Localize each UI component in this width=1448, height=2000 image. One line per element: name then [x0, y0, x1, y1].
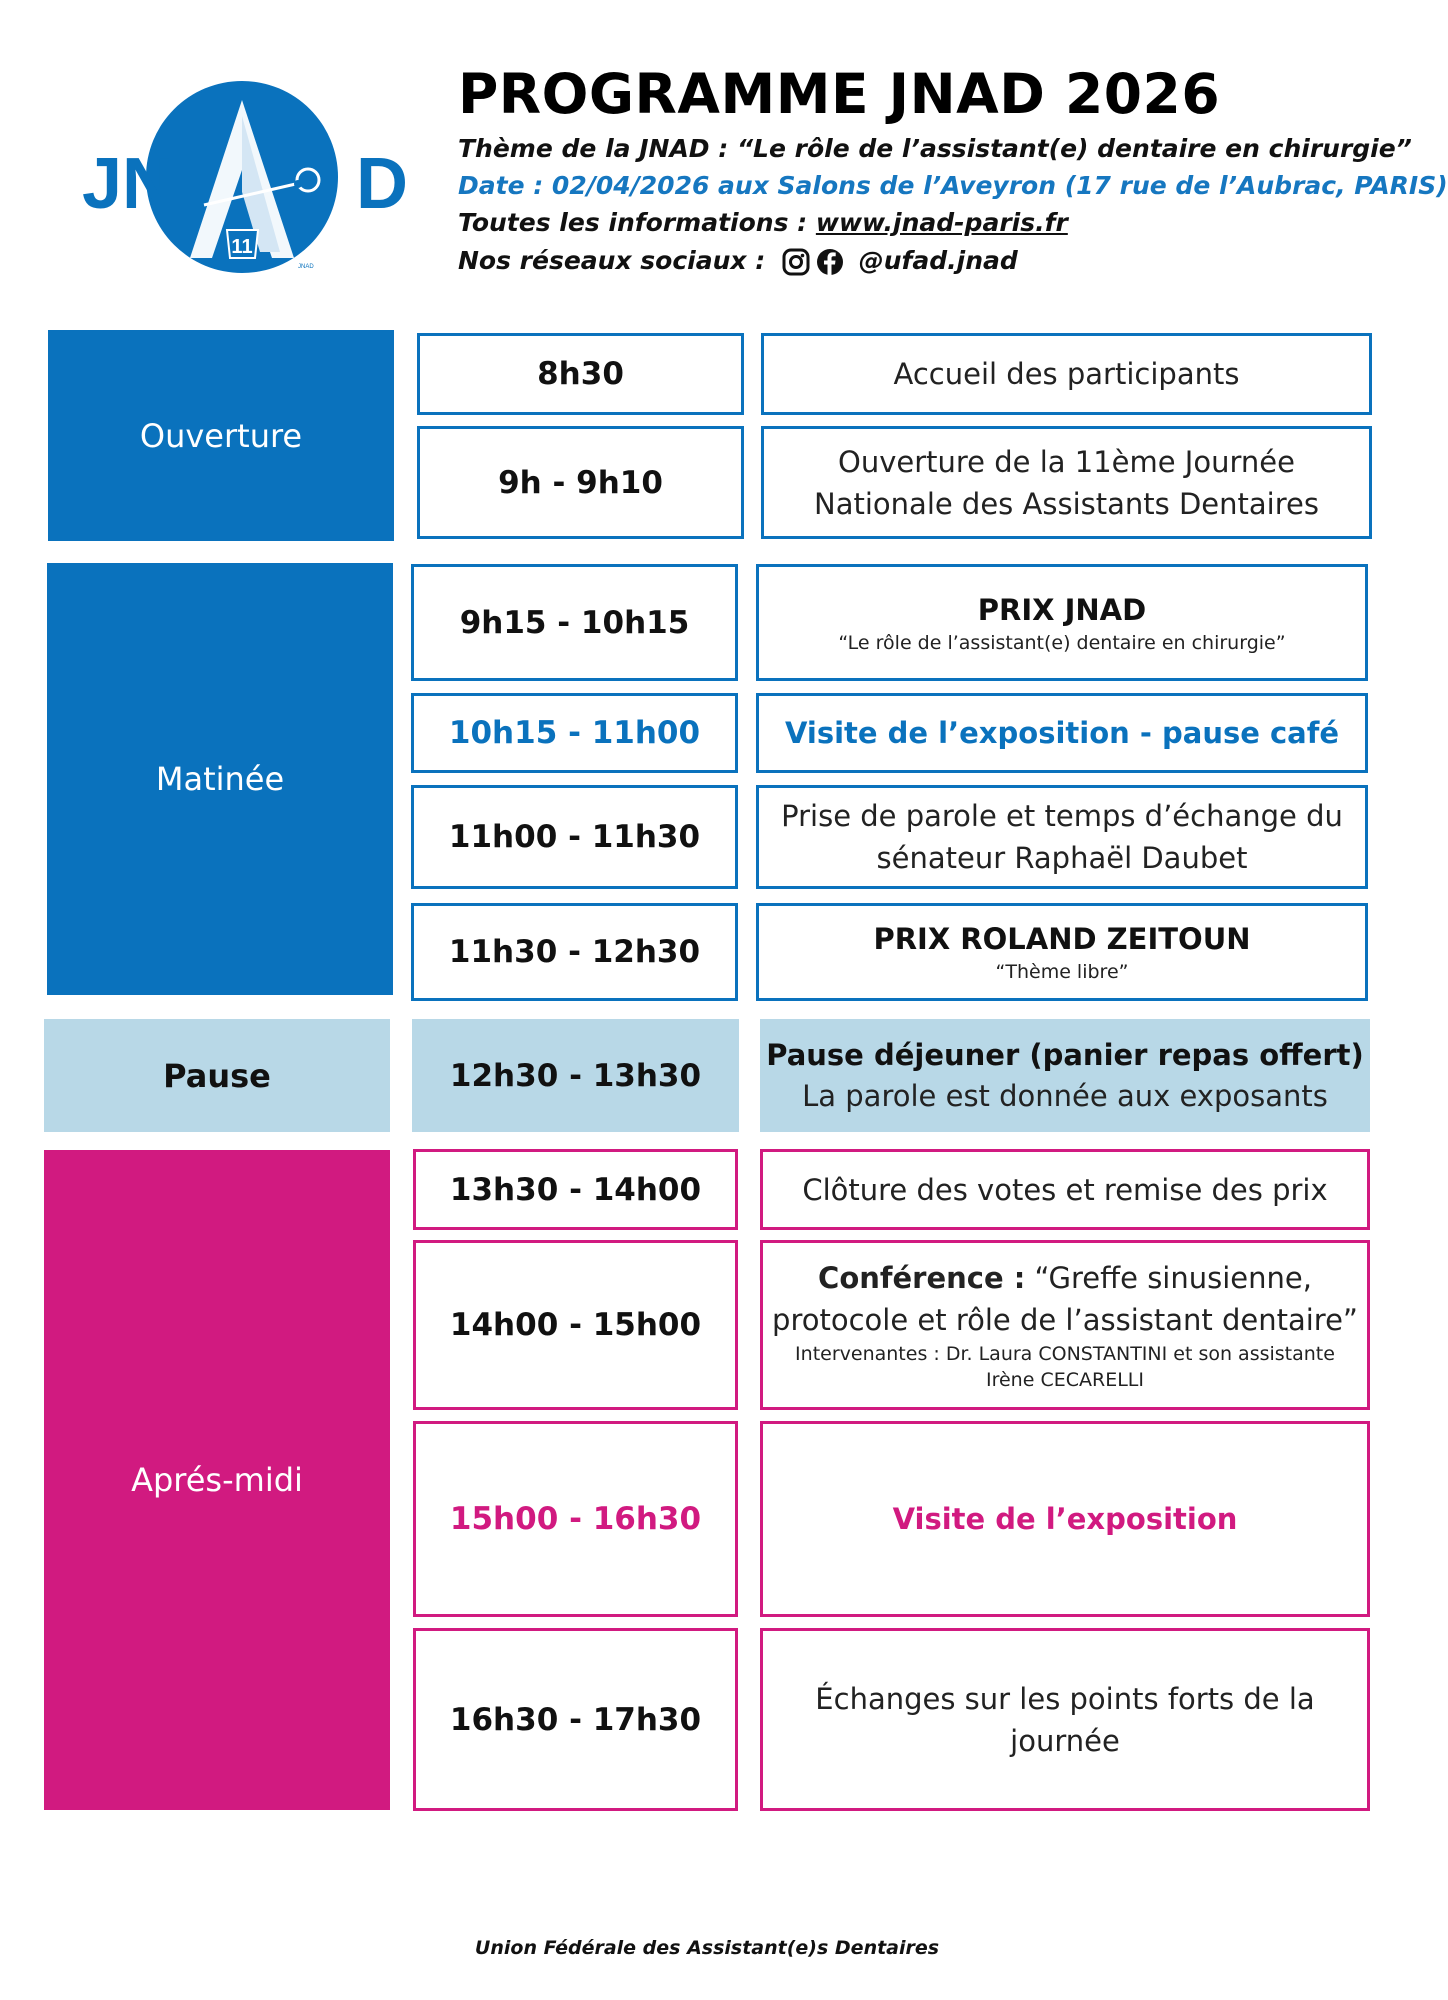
section-label: Aprés-midi	[131, 1461, 303, 1499]
activity-box-4	[756, 693, 1368, 773]
prize-title: PRIX JNAD	[977, 592, 1147, 627]
time-label: 11h30 - 12h30	[448, 934, 701, 970]
time-box-8	[413, 1149, 738, 1230]
social-label: Nos réseaux sociaux :	[458, 246, 766, 275]
speakers-line1: Intervenantes : Dr. Laura CONSTANTINI et son assistante	[795, 1343, 1335, 1365]
social-handle[interactable]: @ufad.jnad	[858, 246, 1018, 275]
prize-subtitle: “Le rôle de l’assistant(e) dentaire en chirurgie”	[838, 631, 1286, 654]
activity-box-8	[760, 1149, 1370, 1230]
activity-text: Visite de l’exposition - pause café	[784, 716, 1340, 750]
logo-number: 11	[231, 236, 253, 258]
info-link[interactable]: www.jnad-paris.fr	[815, 208, 1068, 237]
conference-title-1: “Greffe sinusienne,	[1025, 1261, 1312, 1295]
time-box-9	[413, 1240, 738, 1410]
section-pause	[44, 1019, 390, 1132]
footer-org: Union Fédérale des Assistant(e)s Dentaires	[474, 1937, 940, 1959]
time-label: 15h00 - 16h30	[449, 1501, 702, 1537]
date-line: Date : 02/04/2026 aux Salons de l’Aveyron (17 rue de l’Aubrac, PARIS)	[458, 171, 1448, 200]
conference-label: Conférence :	[818, 1261, 1026, 1295]
conference-line1	[818, 1257, 1312, 1299]
time-label: 14h00 - 15h00	[449, 1307, 702, 1343]
activity-box-11	[760, 1628, 1370, 1811]
time-box-5	[411, 785, 738, 889]
time-box-7	[412, 1019, 739, 1132]
activity-text: Visite de l’exposition	[892, 1502, 1238, 1536]
activity-box-5	[756, 785, 1368, 889]
time-label: 9h15 - 10h15	[459, 604, 690, 641]
time-label: 9h - 9h10	[498, 464, 663, 501]
time-box-6	[411, 903, 738, 1001]
theme-line: Thème de la JNAD : “Le rôle de l’assistant(e) dentaire en chirurgie”	[458, 134, 1412, 163]
section-ouverture	[48, 330, 394, 541]
activity-text-line2: Nationale des Assistants Dentaires	[814, 486, 1319, 521]
time-label: 12h30 - 13h30	[449, 1057, 702, 1094]
time-label: 11h00 - 11h30	[448, 819, 701, 855]
time-box-1	[417, 333, 744, 415]
section-label: Pause	[163, 1056, 271, 1095]
time-box-11	[413, 1628, 738, 1811]
activity-text: La parole est donnée aux exposants	[802, 1078, 1328, 1113]
logo-text-d: D	[356, 144, 408, 224]
activity-box-1	[761, 333, 1372, 415]
time-box-2	[417, 426, 744, 539]
facebook-icon[interactable]	[816, 248, 844, 276]
activity-text-line2: sénateur Raphaël Daubet	[876, 841, 1248, 875]
time-box-4	[411, 693, 738, 773]
time-label: 13h30 - 14h00	[449, 1171, 702, 1208]
speakers-line2: Irène CECARELLI	[986, 1369, 1144, 1391]
activity-box-6	[756, 903, 1368, 1001]
activity-box-9	[760, 1240, 1370, 1410]
activity-box-2	[761, 426, 1372, 539]
activity-box-3	[756, 564, 1368, 681]
social-line	[458, 246, 1018, 276]
activity-text-line1: Ouverture de la 11ème Journée	[838, 444, 1295, 479]
page-title: PROGRAMME JNAD 2026	[458, 62, 1221, 126]
activity-box-7	[760, 1019, 1370, 1132]
instagram-icon[interactable]	[782, 248, 810, 276]
time-label: 10h15 - 11h00	[448, 715, 701, 751]
info-line	[458, 208, 1068, 237]
section-apres-midi	[44, 1150, 390, 1810]
activity-text: Clôture des votes et remise des prix	[802, 1172, 1328, 1207]
time-label: 8h30	[537, 356, 624, 392]
section-matinee	[47, 563, 393, 995]
info-label: Toutes les informations :	[458, 208, 816, 237]
section-label: Ouverture	[139, 416, 303, 455]
activity-text: Accueil des participants	[893, 357, 1240, 391]
prize-title: PRIX ROLAND ZEITOUN	[873, 922, 1251, 956]
conference-title-2: protocole et rôle de l’assistant dentaire”	[772, 1303, 1358, 1337]
prize-subtitle: “Thème libre”	[995, 961, 1129, 983]
section-label: Matinée	[155, 760, 285, 798]
jnad-logo	[82, 80, 408, 274]
logo-tiny: JNAD	[298, 264, 314, 270]
time-label: 16h30 - 17h30	[449, 1701, 702, 1738]
logo-text-jn: JN	[82, 144, 175, 224]
activity-title: Pause déjeuner (panier repas offert)	[766, 1037, 1364, 1072]
activity-text-line1: Prise de parole et temps d’échange du	[781, 799, 1343, 833]
activity-text: Échanges sur les points forts de la journée	[815, 1681, 1315, 1758]
activity-box-10	[760, 1421, 1370, 1617]
time-box-10	[413, 1421, 738, 1617]
time-box-3	[411, 564, 738, 681]
